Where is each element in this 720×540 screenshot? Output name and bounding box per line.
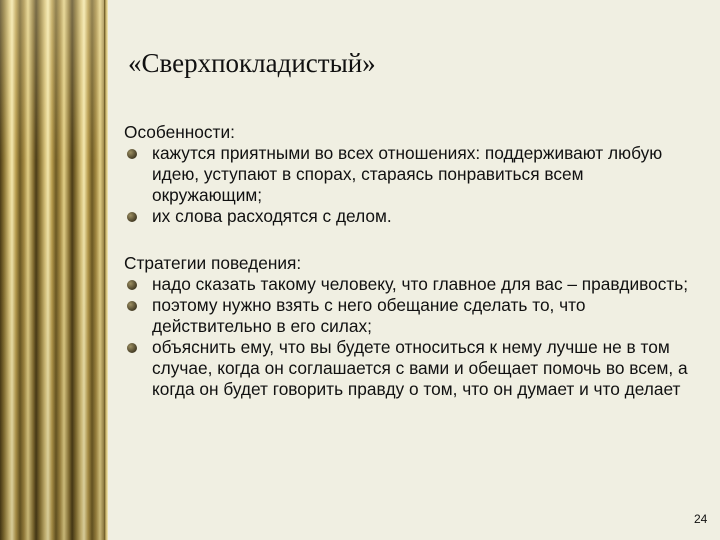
gold-curtain-decoration: [0, 0, 104, 540]
section-spacer: [124, 227, 694, 253]
slide-content: [124, 122, 694, 400]
list-item: [124, 337, 694, 400]
curtain-edge-decoration: [104, 0, 108, 540]
list-item-text: объяснить ему, что вы будете относиться к нему лучше не в том случае, когда он соглашается с вами и обещает помочь во всем, а когда он будет говорить правду о том, что он думает и что делает: [152, 337, 688, 399]
list-item: [124, 206, 694, 227]
features-heading: Особенности:: [124, 122, 235, 142]
strategies-list: [124, 274, 694, 400]
list-item-text: надо сказать такому человеку, что главное для вас – правдивость;: [152, 274, 689, 294]
bullet-icon: [127, 343, 137, 353]
list-item: [124, 274, 694, 295]
list-item: [124, 295, 694, 337]
list-item-text: их слова расходятся с делом.: [152, 206, 392, 226]
list-item-text: поэтому нужно взять с него обещание сделать то, что действительно в его силах;: [152, 295, 586, 336]
bullet-icon: [127, 301, 137, 311]
page-number: 24: [694, 512, 708, 526]
list-item-text: кажутся приятными во всех отношениях: поддерживают любую идею, уступают в спорах, стараясь понравиться всем окружающим;: [152, 143, 663, 205]
bullet-icon: [127, 149, 137, 159]
slide-title: «Сверхпокладистый»: [128, 48, 376, 78]
features-list: [124, 143, 694, 227]
strategies-heading: Стратегии поведения:: [124, 253, 302, 273]
bullet-icon: [127, 280, 137, 290]
list-item: [124, 143, 694, 206]
bullet-icon: [127, 212, 137, 222]
